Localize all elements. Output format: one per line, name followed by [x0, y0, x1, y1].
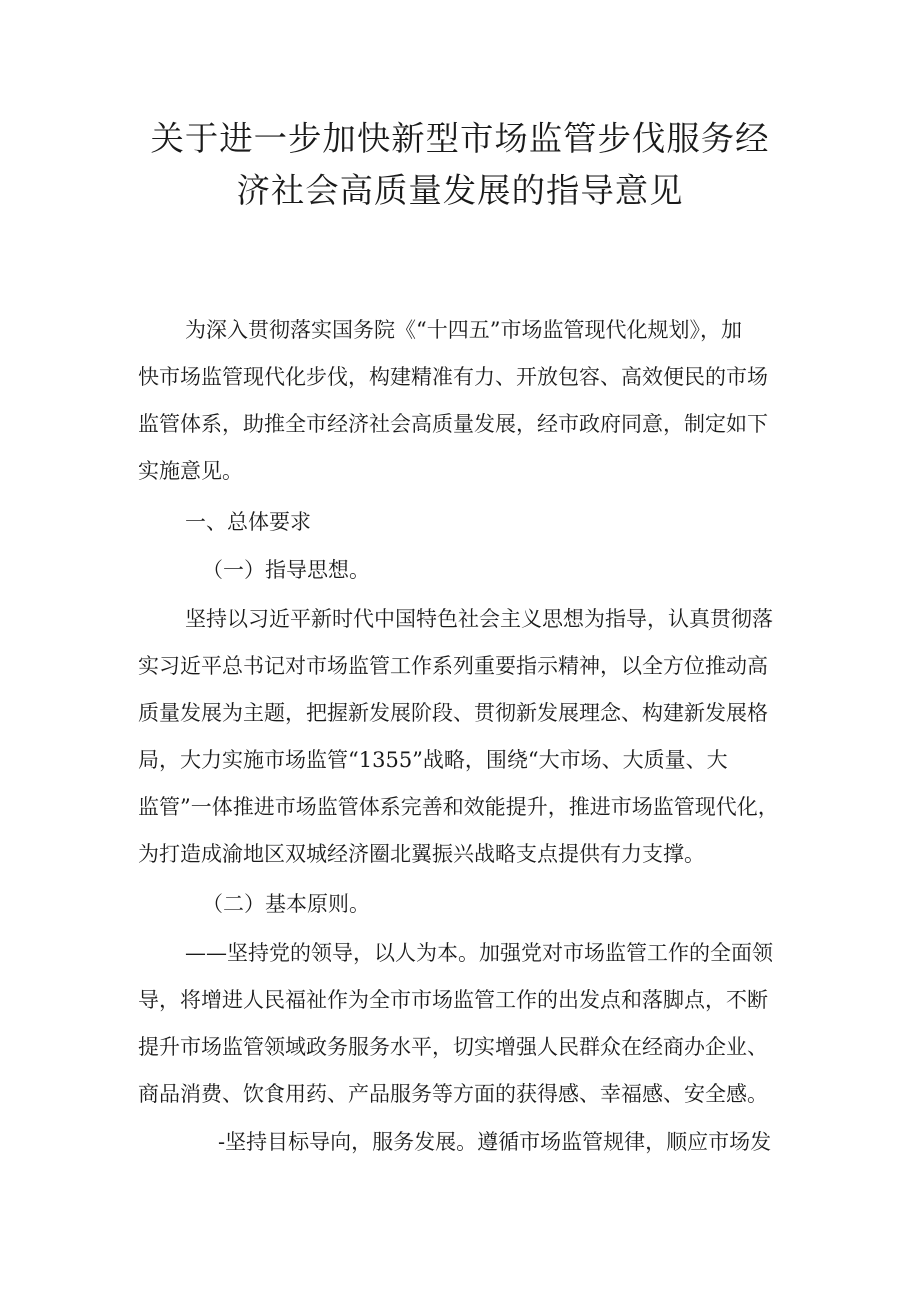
paragraph-line: 商品消费、饮食用药、产品服务等方面的获得感、幸福感、安全感。	[138, 1082, 768, 1106]
subsection-heading: （一）指导思想。	[202, 558, 370, 582]
paragraph-line: 为深入贯彻落实国务院《“十四五”市场监管现代化规划》，加	[185, 318, 742, 342]
paragraph-line: 提升市场监管领域政务服务水平，切实增强人民群众在经商办企业、	[138, 1035, 768, 1059]
document-title-line-1: 关于进一步加快新型市场监管步伐服务经	[150, 119, 770, 158]
paragraph-line: 质量发展为主题，把握新发展阶段、贯彻新发展理念、构建新发展格	[138, 701, 768, 725]
subsection-heading: （二）基本原则。	[202, 892, 370, 916]
paragraph-line: 快市场监管现代化步伐，构建精准有力、开放包容、高效便民的市场	[138, 365, 768, 389]
paragraph-line: 实施意见。	[138, 459, 243, 483]
document-title-line-2: 济社会高质量发展的指导意见	[236, 171, 684, 210]
paragraph-line: 导，将增进人民福祉作为全市市场监管工作的出发点和落脚点，不断	[138, 988, 768, 1012]
paragraph-line: 监管体系，助推全市经济社会高质量发展，经市政府同意，制定如下	[138, 412, 768, 436]
paragraph-line: ——坚持党的领导，以人为本。加强党对市场监管工作的全面领	[185, 941, 773, 965]
paragraph-line: 实习近平总书记对市场监管工作系列重要指示精神，以全方位推动高	[138, 654, 768, 678]
paragraph-line: 坚持以习近平新时代中国特色社会主义思想为指导，认真贯彻落	[185, 607, 773, 631]
paragraph-line: -坚持目标导向，服务发展。遵循市场监管规律，顺应市场发	[218, 1130, 772, 1154]
section-heading: 一、总体要求	[185, 510, 311, 534]
paragraph-line: 局，大力实施市场监管“1355”战略，围绕“大市场、大质量、大	[138, 748, 728, 772]
paragraph-line: 监管”一体推进市场监管体系完善和效能提升，推进市场监管现代化，	[138, 795, 779, 819]
paragraph-line: 为打造成渝地区双城经济圈北翼振兴战略支点提供有力支撑。	[138, 842, 705, 866]
